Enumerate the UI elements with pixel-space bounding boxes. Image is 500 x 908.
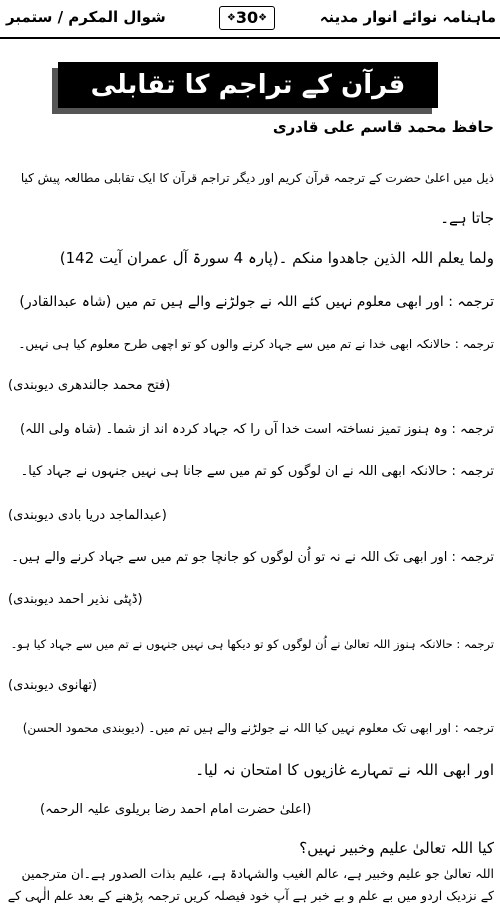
translation-8-attribution: (اعلیٰ حضرت امام احمد رضا بریلوی علیہ الرحمہ) bbox=[40, 802, 312, 817]
paragraph-line-1: اللہ تعالیٰ جو علیم وخبیر ہے، عالم الغیب والشہادۃ ہے، علیم بذات الصدور ہے۔ان مترجمین bbox=[21, 866, 494, 881]
translation-4-attribution: (عبدالماجد دریا بادی دیوبندی) bbox=[8, 508, 167, 523]
page-number: 30 bbox=[235, 8, 259, 27]
ornament-right-icon: ❖ bbox=[258, 12, 268, 24]
translation-1: ترجمہ : اور ابھی معلوم نہیں کئے اللہ نے جولڑنے والے ہیں تم میں (شاہ عبدالقادر) bbox=[19, 294, 494, 310]
paragraph-line-2: کے نزدیک اردو میں بے علم و بے خبر ہے آپ خود فیصلہ کریں ترجمہ پڑھنے کے بعد علم الٰہی کے bbox=[7, 888, 494, 903]
translation-5-attribution: (ڈپٹی نذیر احمد دیوبندی) bbox=[8, 592, 143, 607]
page-number-box bbox=[219, 6, 275, 30]
translation-5: ترجمہ : اور ابھی تک اللہ نے نہ تو اُن لوگوں کو جانچا جو تم میں سے جہاد کرنے والے ہیں۔ bbox=[11, 550, 494, 565]
magazine-name: ماہنامہ نوائے انوار مدینہ bbox=[319, 8, 496, 26]
intro-line-1: ذیل میں اعلیٰ حضرت کے ترجمہ قرآن کریم اور دیگر تراجم قرآن کا ایک تقابلی مطالعہ پیش کیا bbox=[20, 171, 494, 185]
question-heading: کیا اللہ تعالیٰ علیم وخبیر نہیں؟ bbox=[299, 839, 494, 857]
translation-6-attribution: (تھانوی دیوبندی) bbox=[8, 678, 98, 693]
page-header bbox=[0, 0, 500, 38]
article-title: قرآن کے تراجم کا تقابلی جائزہ bbox=[58, 62, 438, 108]
ornament-left-icon: ❖ bbox=[226, 12, 236, 24]
translation-4: ترجمہ : حالانکہ ابھی اللہ نے ان لوگوں کو تم میں سے جانا ہی نہیں جنہوں نے جہاد کیا۔ bbox=[20, 464, 494, 479]
header-divider bbox=[0, 37, 500, 39]
translation-7: ترجمہ : اور ابھی تک معلوم نہیں کیا اللہ نے جولڑنے والے ہیں تم میں۔ (دیوبندی محمود الحسن) bbox=[22, 721, 494, 735]
translation-6: ترجمہ : حالانکہ ہنوز اللہ تعالیٰ نے اُن لوگوں کو تو دیکھا ہی نہیں جنہوں نے تم میں سے جہاد کیا ہو۔ bbox=[10, 637, 494, 651]
translation-3: ترجمہ : وہ ہنوز تمیز نساختہ است خدا آں را کہ جہاد کردہ اند از شما۔ (شاہ ولی اللہ) bbox=[19, 422, 494, 437]
translation-2-attribution: (فتح محمد جالندھری دیوبندی) bbox=[8, 378, 171, 393]
quran-verse: ولما یعلم اللہ الذین جاھدوا منکم ۔(پارہ 4 سورۃ آل عمران آیت 142) bbox=[59, 249, 494, 267]
translation-8: اور ابھی اللہ نے تمہارے غازیوں کا امتحان نہ لیا۔ bbox=[195, 761, 494, 779]
issue-date: شوال المکرم / ستمبر bbox=[6, 8, 166, 26]
article-author: حافظ محمد قاسم علی قادری bbox=[272, 118, 494, 136]
intro-line-2: جاتا ہے۔ bbox=[440, 209, 494, 227]
translation-2: ترجمہ : حالانکہ ابھی خدا نے تم میں سے جہاد کرنے والوں کو تو اچھی طرح معلوم کیا ہی نہیں۔ bbox=[18, 337, 494, 351]
